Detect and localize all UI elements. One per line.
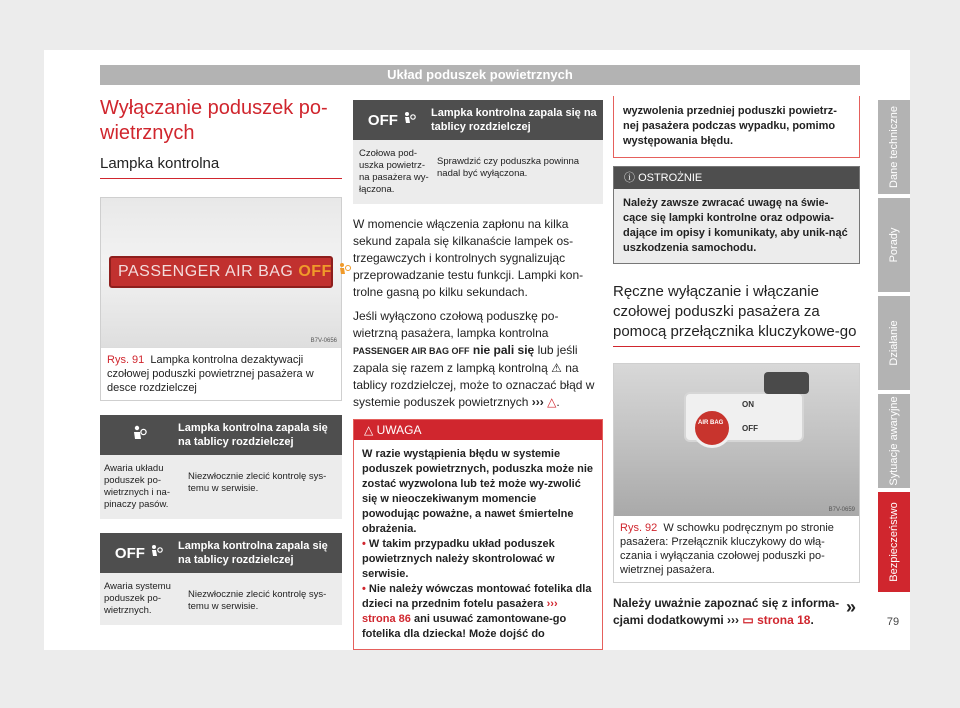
table-header-text: Lampka kontrolna zapala się na tablicy rozdzielczej	[178, 540, 328, 566]
tab-sytuacje-awaryjne[interactable]	[878, 394, 910, 488]
page-number: 79	[886, 616, 900, 628]
right-column	[613, 96, 860, 629]
paragraph-2-bold: nie pali się	[472, 343, 535, 357]
airbag-icon: ⚠	[551, 361, 562, 375]
switch-off-label: OFF	[742, 424, 758, 433]
paragraph-2-d: na tablicy rozdzielczej, może to oznaczać błąd w systemie poduszek powietrznych	[353, 361, 595, 409]
figure-91	[100, 197, 342, 401]
row-action: Niezwłocznie zlecić kontrolę sys-temu w serwisie.	[188, 589, 327, 612]
switch-on-label: ON	[742, 400, 754, 409]
page-link[interactable]: ››› strona 86	[362, 598, 558, 625]
warning-bullet-2	[362, 582, 594, 642]
airbag-indicator-lens	[764, 372, 809, 394]
row-action: Niezwłocznie zlecić kontrolę sys-temu w serwisie.	[188, 471, 327, 494]
tab-label: Działanie	[888, 320, 900, 366]
figure-92	[613, 363, 860, 583]
tab-label: Sytuacje awaryjne	[888, 396, 900, 486]
book-icon: ▭	[742, 613, 754, 627]
caution-label: OSTROŻNIE	[638, 172, 703, 184]
warning-body	[354, 440, 602, 649]
left-column	[100, 96, 342, 625]
row-action: Sprawdzić czy poduszka powinna nadal być wyłączona.	[437, 156, 580, 179]
warning-intro: W razie wystąpienia błędu w systemie poduszek powietrznych, poduszka może nie zostać wyzwolona lub też może wy-zwolić się w nieoczekiwanym momencie powodując poważne, a nawet śmiertelne obrażenia.	[362, 448, 594, 535]
table-header	[100, 533, 342, 573]
bullet-text-cont: ani usuwać zamontowane-go fotelika dla dziecka! Może dojść do	[362, 613, 567, 640]
table-row	[100, 573, 342, 625]
row-cause: Czołowa pod-uszka powietrz-na pasażera wy-łączona.	[359, 148, 429, 195]
tab-porady[interactable]	[878, 198, 910, 292]
airbag-off-icon	[100, 544, 178, 562]
figure-number: Rys. 92	[620, 522, 658, 534]
bullet-icon: •	[362, 538, 369, 550]
row-cause: Awaria systemu poduszek po-wietrznych.	[104, 581, 171, 616]
airbag-label: AIR BAG	[698, 420, 724, 426]
paragraph-2-c: lub jeśli zapala się razem z lampką kontrolną	[353, 343, 578, 375]
figure-number: Rys. 91	[107, 354, 145, 366]
icon-off-text: OFF	[367, 112, 398, 129]
tab-label: Bezpieczeństwo	[888, 502, 900, 582]
footer-text: Należy uważnie zapoznać się z informa-cjami dodatkowymi	[613, 596, 840, 627]
glovebox-photo	[614, 364, 859, 516]
figure-caption	[614, 516, 859, 582]
info-circle-icon: ⓘ	[624, 172, 639, 184]
paragraph-2: Jeśli wyłączono czołową poduszkę po-wietrzną pasażera, lampka kontrolna PASSENGER AIR BAG OFF nie pali się lub jeśli zapala się razem z lampką kontrolną ⚠ na tablicy rozdzielczej, może to oznaczać błąd w systemie poduszek powietrznych ››› △.	[353, 309, 595, 409]
airbag-icon	[337, 262, 351, 276]
caption-text: W schowku podręcznym po stronie pasażera: Przełącznik kluczykowy do włą-czania i wyłączania czołowej poduszki po-wietrznej pasażera.	[620, 522, 834, 576]
reference-arrow[interactable]: ›››	[531, 395, 544, 409]
body-text	[353, 216, 603, 411]
paragraph-1: W momencie włączenia zapłonu na kilka sekund zapala się kilkanaście lampek os-trzegawczych i kontrolnych sygnalizując przeprowadzanie testu funkcji. Lampki kon-trolne gasną po kilku sekundach.	[353, 217, 584, 299]
image-code: B7V-0659	[828, 507, 855, 513]
warning-box	[353, 419, 603, 650]
warning-continuation: wyzwolenia przedniej poduszki powietrz-nej pasażera podczas wypadku, pomimo występowania błędu.	[613, 96, 860, 158]
bullet-text: W takim przypadku układ poduszek powietrznych należy skontrolować w serwisie.	[362, 538, 555, 580]
passenger-airbag-off-inline: PASSENGER AIR BAG OFF	[353, 346, 470, 356]
caution-header	[614, 167, 859, 189]
bullet-icon: •	[362, 583, 369, 595]
table-row	[353, 140, 603, 204]
warning-bullet-1	[362, 537, 594, 582]
caption-text: Lampka kontrolna dezaktywacji czołowej poduszki powietrznej pasażera w desce rozdzielczej	[107, 354, 314, 394]
next-page-arrow[interactable]: »	[846, 597, 857, 617]
warning-triangle-icon: △	[364, 423, 377, 437]
warning-lamp-table-2	[100, 533, 342, 625]
table-header	[100, 415, 342, 455]
row-cause: Awaria układu poduszek po-wietrznych i na-pinaczy pasów.	[104, 463, 170, 510]
tab-label: Porady	[888, 227, 900, 263]
tab-dzialanie[interactable]	[878, 296, 910, 390]
tab-bezpieczenstwo[interactable]	[878, 492, 910, 592]
tab-dane-techniczne[interactable]	[878, 100, 910, 194]
airbag-off-icon	[353, 111, 431, 129]
paragraph-2-a: Jeśli wyłączono czołową poduszkę po-wietrzną pasażera, lampka kontrolna	[353, 309, 559, 340]
page-title: Wyłączanie poduszek po-wietrznych	[100, 97, 328, 144]
section-subtitle: Lampka kontrolna	[100, 154, 342, 179]
passenger-airbag-indicator	[109, 256, 333, 288]
image-code: B7V-0656	[310, 338, 337, 344]
caution-box	[613, 166, 860, 264]
dashboard-photo	[101, 198, 341, 348]
middle-column	[353, 96, 603, 650]
footer-reference: Należy uważnie zapoznać się z informa-cjami dodatkowymi ››› ▭ strona 18.	[613, 596, 840, 627]
indicator-text: PASSENGER AIR BAG	[118, 263, 294, 280]
page-link[interactable]: strona 18	[757, 613, 811, 627]
key-switch	[692, 408, 732, 448]
reference-arrow[interactable]: ›››	[727, 613, 740, 627]
warning-triangle-icon[interactable]: △	[547, 395, 557, 409]
table-header	[353, 100, 603, 140]
bullet-text: Nie należy wówczas montować fotelika dla dzieci na przednim fotelu pasażera	[362, 583, 592, 610]
table-row	[100, 455, 342, 519]
tab-label: Dane techniczne	[888, 106, 900, 188]
chapter-tabs	[878, 100, 910, 596]
section-header: Układ poduszek powietrznych	[100, 65, 860, 85]
warning-label: UWAGA	[376, 423, 422, 437]
warning-lamp-table-1	[100, 415, 342, 519]
caution-body: Należy zawsze zwracać uwagę na świe-cące się lampki kontrolne oraz odpowia-dające im opisy i komunikaty, aby unik-nąć uszkodzenia samochodu.	[614, 189, 859, 263]
airbag-warning-icon	[100, 425, 178, 445]
icon-off-text: OFF	[114, 545, 145, 562]
indicator-off: OFF	[298, 263, 332, 280]
table-header-text: Lampka kontrolna zapala się na tablicy rozdzielczej	[431, 107, 597, 133]
section-title: Ręczne wyłączanie i włączanie czołowej poduszki pasażera za pomocą przełącznika kluczykowe-go	[613, 282, 860, 347]
warning-lamp-table-3	[353, 100, 603, 204]
table-header-text: Lampka kontrolna zapala się na tablicy rozdzielczej	[178, 422, 328, 448]
warning-header	[354, 420, 602, 440]
figure-caption	[101, 348, 341, 400]
